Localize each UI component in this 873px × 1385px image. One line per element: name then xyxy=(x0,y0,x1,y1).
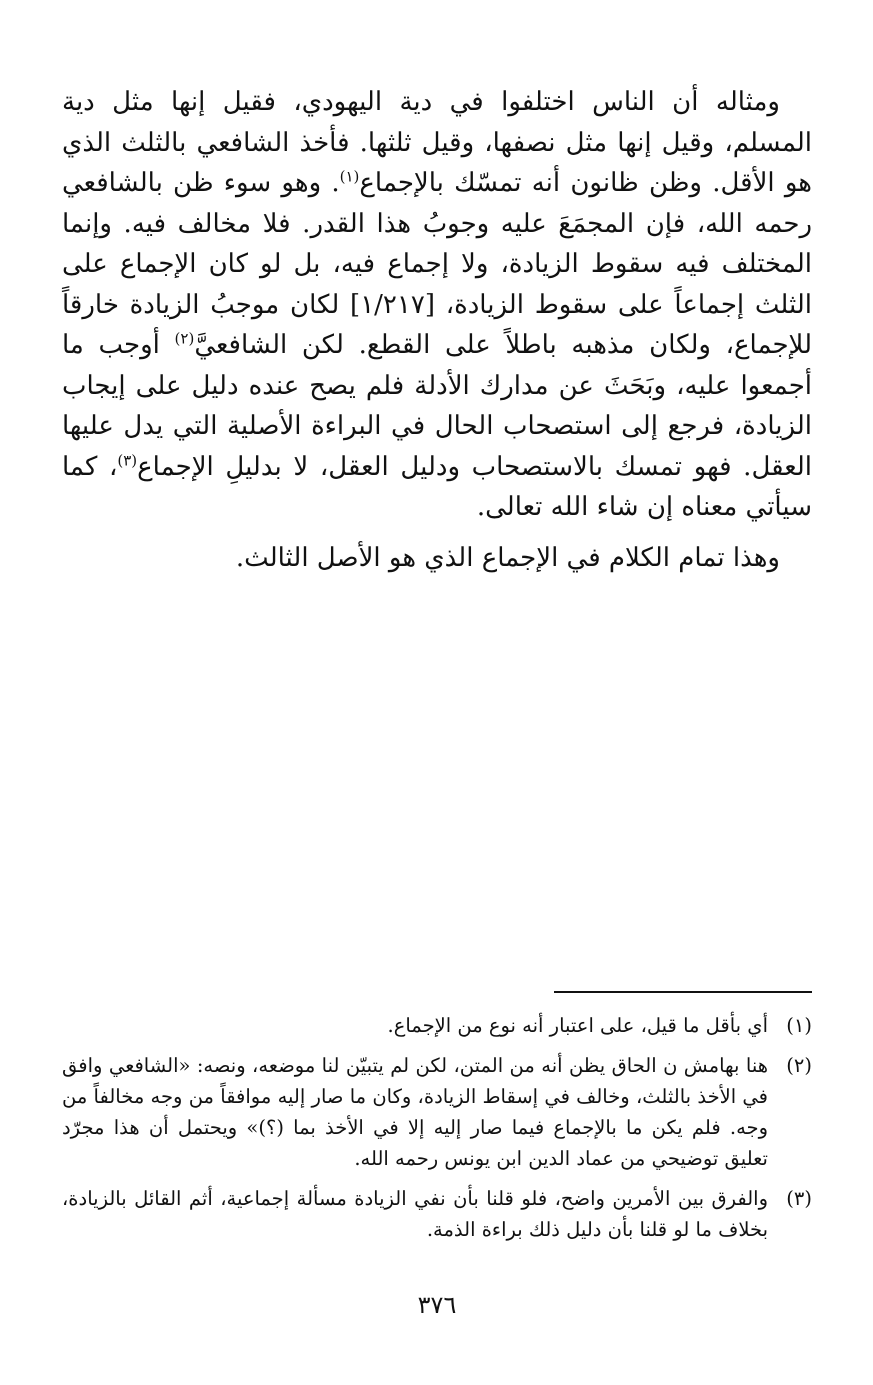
footnote-separator xyxy=(554,991,812,993)
footnote-ref-1: (١) xyxy=(339,167,360,186)
paragraph-1-part-2: . وهو سوء ظن بالشافعي رحمه الله، فإن المجمَعَ عليه وجوبُ هذا القدر. فلا مخالف فيه. وإنما المختلف فيه سقوط الزيادة، ولا إجماع فيه، بل لو كان الإجماع على الثلث إجماعاً على سقوط الزيادة، [١/٢١٧] لكان موجبُ الزيادة خارقاً للإجماع، ولكان مذهبه باطلاً على القطع. لكن الشافعيَّ xyxy=(62,168,812,360)
footnotes xyxy=(62,1010,812,1254)
footnote-2 xyxy=(62,1050,812,1174)
footnote-text: هنا بهامش ن الحاق يظن أنه من المتن، لكن لم يتبيّن لنا موضعه، ونصه: «الشافعي وافق في الأخذ بالثلث، وخالف في إسقاط الزيادة، وكان ما صار إليه موافقاً من وجه مخالفاً من وجه. فلم يكن ما بالإجماع فيما صار إليه إلا في الأخذ بما (؟)» ويحتمل أن هذا مجرّد تعليق توضيحي من عماد الدين ابن يونس رحمه الله. xyxy=(62,1054,768,1170)
paragraph-1 xyxy=(62,82,812,528)
footnote-3 xyxy=(62,1183,812,1245)
paragraph-2: وهذا تمام الكلام في الإجماع الذي هو الأصل الثالث. xyxy=(235,542,780,573)
page-content xyxy=(62,82,812,1372)
footnote-number: (٣) xyxy=(786,1187,812,1210)
paragraph-1-part-1: ومثاله أن الناس اختلفوا في دية اليهودي، فقيل إنها مثل دية المسلم، وقيل إنها مثل نصفها، وقيل ثلثها. فأخذ الشافعي بالثلث الذي هو الأقل. وظن ظانون أنه تمسّك بالإجماع xyxy=(62,87,812,198)
footnote-number: (٢) xyxy=(786,1054,812,1077)
footnote-ref-2: (٢) xyxy=(174,329,195,348)
paragraph-1-part-3: أوجب ما أجمعوا عليه، وبَحَثَ عن مدارك الأدلة فلم يصح عنده دليل على إيجاب الزيادة، فرجع إلى استصحاب الحال في البراءة الأصلية التي يدل عليها العقل. فهو تمسك بالاستصحاب ودليل العقل، لا بدليلِ الإجماع xyxy=(62,330,812,482)
paragraph-1-part-4: ، كما سيأتي معناه إن شاء الله تعالى. xyxy=(62,451,812,522)
footnote-text: أي بأقل ما قيل، على اعتبار أنه نوع من الإجماع. xyxy=(387,1014,768,1037)
footnote-ref-3: (٣) xyxy=(117,450,138,469)
footnote-number: (١) xyxy=(786,1014,812,1037)
main-text xyxy=(62,82,812,578)
page-number: ٣٧٦ xyxy=(417,1291,457,1319)
footnote-1 xyxy=(62,1010,812,1041)
footnote-text: والفرق بين الأمرين واضح، فلو قلنا بأن نفي الزيادة مسألة إجماعية، أثم القائل بالزيادة، بخلاف ما لو قلنا بأن دليل ذلك براءة الذمة. xyxy=(62,1187,768,1241)
